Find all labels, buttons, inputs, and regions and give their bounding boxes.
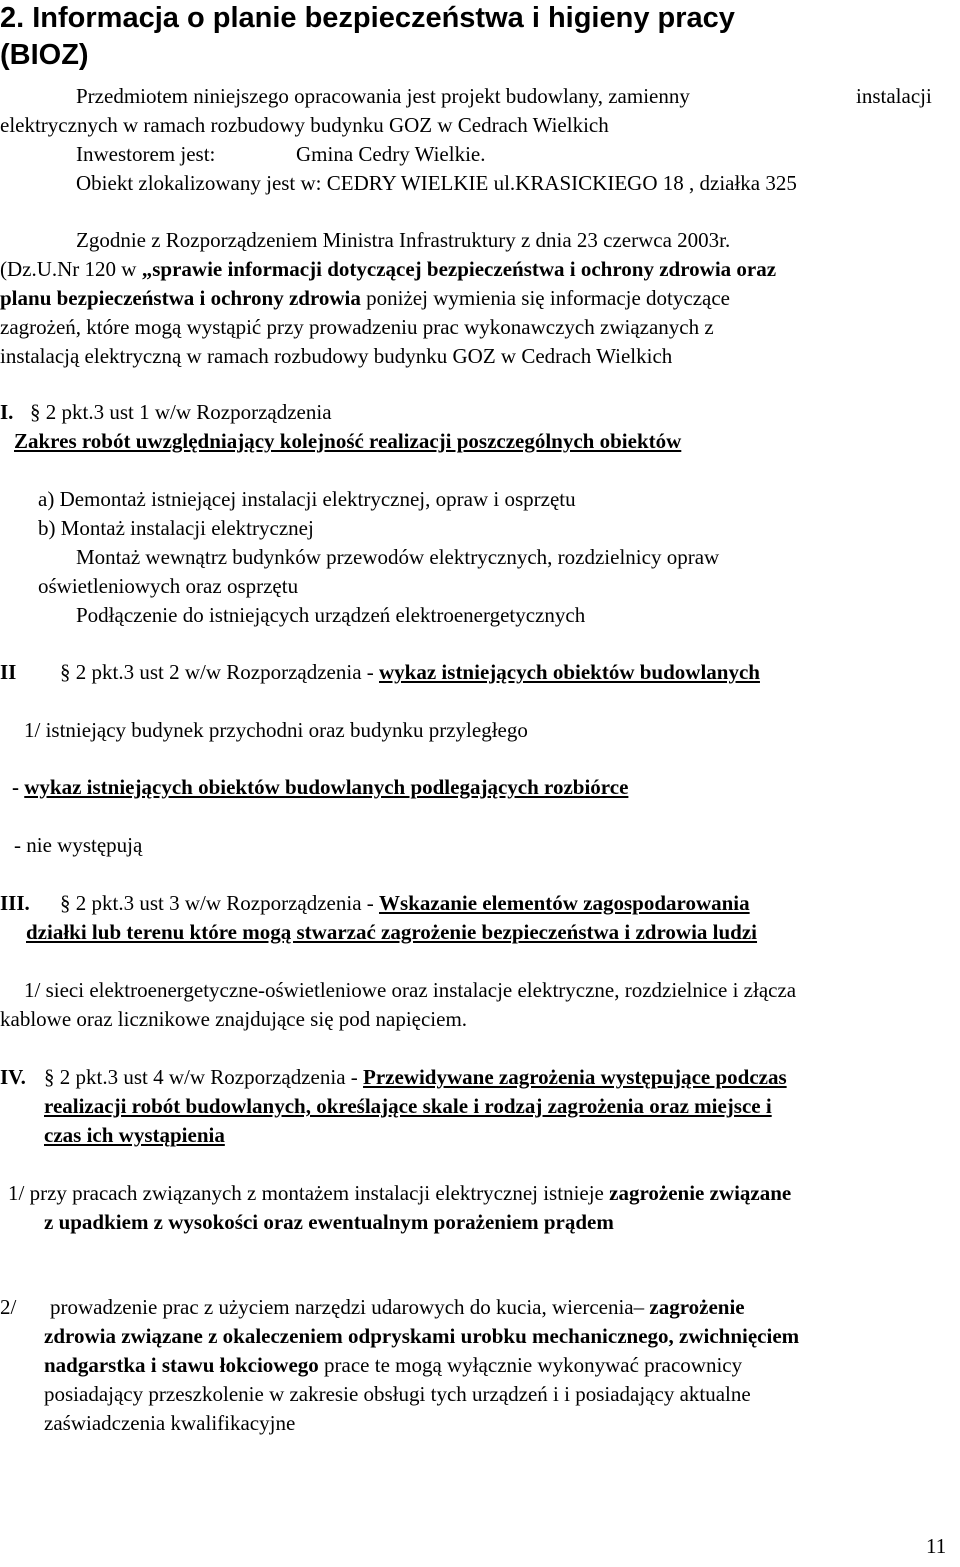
- section4-item-2-line5: zaświadczenia kwalifikacyjne: [44, 1411, 296, 1435]
- legal-line-1: Zgodnie z Rozporządzeniem Ministra Infrastruktury z dnia 23 czerwca 2003r.: [76, 228, 731, 252]
- section3-number: III.: [0, 891, 30, 915]
- paragraph-sign-icon: §: [60, 891, 71, 915]
- section2-title: wykaz istniejących obiektów budowlanych: [379, 660, 760, 684]
- section2-reference: § 2 pkt.3 ust 2 w/w Rozporządzenia - wykaz istniejących obiektów budowlanych: [60, 660, 760, 684]
- section4-title-1: Przewidywane zagrożenia występujące podczas: [363, 1065, 787, 1089]
- section-heading-line2: (BIOZ): [0, 39, 89, 71]
- section4-item-2-line3: nadgarstka i stawu łokciowego prace te mogą wyłącznie wykonywać pracownicy: [44, 1353, 743, 1377]
- legal-line-4: zagrożeń, które mogą wystąpić przy prowadzeniu prac wykonawczych związanych z: [0, 315, 714, 339]
- section4-item-1-line1: 1/ przy pracach związanych z montażem instalacji elektrycznej istnieje zagrożenie związane: [8, 1181, 792, 1205]
- section4-number: IV.: [0, 1065, 26, 1089]
- investor-label: Inwestorem jest:: [76, 142, 216, 166]
- section4-item-2-line4: posiadający przeszkolenie w zakresie obsługi tych urządzeń i i posiadający aktualne: [44, 1382, 751, 1406]
- section1-number: I.: [0, 400, 14, 424]
- section1-item-b-detail-1: Montaż wewnątrz budynków przewodów elektrycznych, rozdzielnicy opraw: [76, 545, 720, 569]
- section3-item-1-line2: kablowe oraz licznikowe znajdujące się pod napięciem.: [0, 1007, 468, 1031]
- section1-item-a: a) Demontaż istniejącej instalacji elektrycznej, opraw i osprzętu: [38, 487, 576, 511]
- section2-none: - nie występują: [14, 833, 143, 857]
- section1-title: Zakres robót uwzględniający kolejność realizacji poszczególnych obiektów: [14, 429, 682, 453]
- section4-item-2-number: 2/: [0, 1295, 17, 1319]
- section4-item-2-line1: prowadzenie prac z użyciem narzędzi udarowych do kucia, wiercenia– zagrożenie: [50, 1295, 745, 1319]
- section3-title-1: Wskazanie elementów zagospodarowania: [379, 891, 750, 915]
- section4-item-2-line2: zdrowia związane z okaleczeniem odpryskami urobku mechanicznego, zwichnięciem: [44, 1324, 800, 1348]
- section3-item-1-line1: 1/ sieci elektroenergetyczne-oświetleniowe oraz instalacje elektryczne, rozdzielnice i złącza: [24, 978, 797, 1002]
- section1-item-b: b) Montaż instalacji elektrycznej: [38, 516, 314, 540]
- section3-reference: § 2 pkt.3 ust 3 w/w Rozporządzenia - Wskazanie elementów zagospodarowania: [60, 891, 750, 915]
- section4-title-2: realizacji robót budowlanych, określające skale i rodzaj zagrożenia oraz miejsce i: [44, 1094, 772, 1118]
- location-line: Obiekt zlokalizowany jest w: CEDRY WIELKIE ul.KRASICKIEGO 18 , działka 325: [76, 171, 797, 195]
- page-number: 11: [926, 1534, 947, 1558]
- section4-item-1-line2: z upadkiem z wysokości oraz ewentualnym porażeniem prądem: [44, 1210, 614, 1234]
- legal-line-5: instalacją elektryczną w ramach rozbudowy budynku GOZ w Cedrach Wielkich: [0, 344, 673, 368]
- intro-line-2: elektrycznych w ramach rozbudowy budynku GOZ w Cedrach Wielkich: [0, 113, 609, 137]
- section2-number: II: [0, 660, 17, 684]
- section2-subtitle: - wykaz istniejących obiektów budowlanych podlegających rozbiórce: [12, 775, 629, 799]
- section3-title-2: działki lub terenu które mogą stwarzać zagrożenie bezpieczeństwa i zdrowia ludzi: [26, 920, 758, 944]
- section1-item-b-detail-2: oświetleniowych oraz osprzętu: [38, 574, 299, 598]
- intro-line-1-end: instalacji: [856, 84, 932, 108]
- section1-reference: § 2 pkt.3 ust 1 w/w Rozporządzenia: [30, 400, 332, 424]
- section-heading-line1: 2. Informacja o planie bezpieczeństwa i higieny pracy: [0, 2, 735, 34]
- section1-item-b-detail-3: Podłączenie do istniejących urządzeń elektroenergetycznych: [76, 603, 586, 627]
- section4-reference: § 2 pkt.3 ust 4 w/w Rozporządzenia - Przewidywane zagrożenia występujące podczas: [44, 1065, 787, 1089]
- legal-line-2: (Dz.U.Nr 120 w „sprawie informacji dotyczącej bezpieczeństwa i ochrony zdrowia oraz: [0, 257, 777, 281]
- intro-line-1: Przedmiotem niniejszego opracowania jest projekt budowlany, zamienny: [76, 84, 690, 108]
- paragraph-sign-icon: §: [30, 400, 41, 424]
- section2-item-1: 1/ istniejący budynek przychodni oraz budynku przyległego: [24, 718, 528, 742]
- paragraph-sign-icon: §: [60, 660, 71, 684]
- investor-value: Gmina Cedry Wielkie.: [296, 142, 486, 166]
- paragraph-sign-icon: §: [44, 1065, 55, 1089]
- section4-title-3: czas ich wystąpienia: [44, 1123, 225, 1147]
- legal-line-3: planu bezpieczeństwa i ochrony zdrowia poniżej wymienia się informacje dotyczące: [0, 286, 730, 310]
